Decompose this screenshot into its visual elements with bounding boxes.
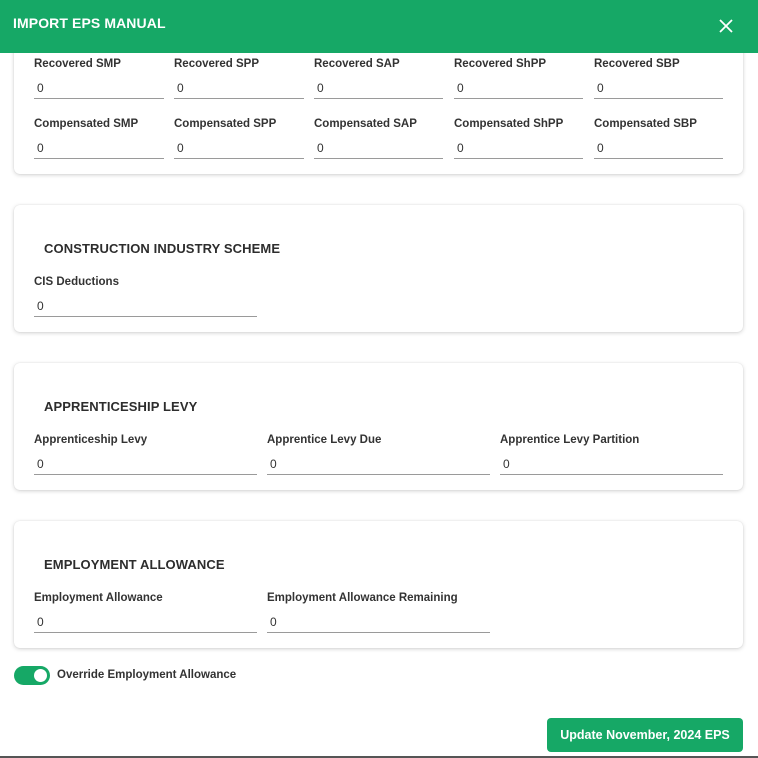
apprentice-levy-due-label: Apprentice Levy Due <box>267 434 382 446</box>
recovered-shpp-field <box>454 58 583 106</box>
compensated-spp-label: Compensated SPP <box>174 118 277 130</box>
apprentice-levy-partition-field <box>500 434 723 482</box>
cis-deductions-label: CIS Deductions <box>34 276 119 288</box>
employment-allowance-remaining-field <box>267 592 490 640</box>
compensated-shpp-field <box>454 118 583 166</box>
compensated-spp-input[interactable] <box>174 137 304 159</box>
recovered-sap-input[interactable] <box>314 77 443 99</box>
compensated-sbp-field <box>594 118 723 166</box>
recovered-spp-input[interactable] <box>174 77 304 99</box>
compensated-sap-label: Compensated SAP <box>314 118 417 130</box>
apprentice-levy-due-field <box>267 434 490 482</box>
cis-title: CONSTRUCTION INDUSTRY SCHEME <box>44 241 281 256</box>
apprentice-levy-due-input[interactable] <box>267 453 490 475</box>
apprenticeship-card <box>14 363 743 490</box>
employment-allowance-label: Employment Allowance <box>34 592 163 604</box>
cis-card <box>14 205 743 332</box>
apprenticeship-levy-label: Apprenticeship Levy <box>34 434 148 446</box>
compensated-spp-field <box>174 118 304 166</box>
recovered-sbp-field <box>594 58 723 106</box>
recovered-sbp-label: Recovered SBP <box>594 58 680 70</box>
compensated-smp-field <box>34 118 164 166</box>
recovered-sap-label: Recovered SAP <box>314 58 400 70</box>
employment-allowance-remaining-label: Employment Allowance Remaining <box>267 592 458 604</box>
override-employment-allowance-label: Override Employment Allowance <box>57 669 237 681</box>
cis-deductions-input[interactable] <box>34 295 257 317</box>
apprenticeship-levy-input[interactable] <box>34 453 257 475</box>
compensated-sbp-input[interactable] <box>594 137 723 159</box>
apprentice-levy-partition-input[interactable] <box>500 453 723 475</box>
employment-title: EMPLOYMENT ALLOWANCE <box>44 557 225 572</box>
toggle-knob <box>34 669 47 682</box>
recovered-sbp-input[interactable] <box>594 77 723 99</box>
apprenticeship-levy-field <box>34 434 257 482</box>
apprentice-levy-partition-label: Apprentice Levy Partition <box>500 434 640 446</box>
compensated-sap-field <box>314 118 443 166</box>
recovered-smp-field <box>34 58 164 106</box>
recovered-smp-input[interactable] <box>34 77 164 99</box>
recovered-smp-label: Recovered SMP <box>34 58 121 70</box>
compensated-smp-label: Compensated SMP <box>34 118 139 130</box>
employment-allowance-field <box>34 592 257 640</box>
compensated-sap-input[interactable] <box>314 137 443 159</box>
compensated-shpp-label: Compensated ShPP <box>454 118 564 130</box>
close-icon[interactable] <box>716 16 736 36</box>
recovered-spp-field <box>174 58 304 106</box>
employment-allowance-card <box>14 521 743 648</box>
recovered-sap-field <box>314 58 443 106</box>
update-eps-button[interactable]: Update November, 2024 EPS <box>547 718 743 752</box>
recovered-shpp-label: Recovered ShPP <box>454 58 547 70</box>
compensated-sbp-label: Compensated SBP <box>594 118 697 130</box>
override-employment-allowance-toggle[interactable] <box>14 666 50 685</box>
compensated-shpp-input[interactable] <box>454 137 583 159</box>
dialog-header <box>0 0 758 53</box>
compensated-smp-input[interactable] <box>34 137 164 159</box>
cis-deductions-field <box>34 276 257 324</box>
employment-allowance-remaining-input[interactable] <box>267 611 490 633</box>
recovered-spp-label: Recovered SPP <box>174 58 260 70</box>
apprenticeship-title: APPRENTICESHIP LEVY <box>44 399 198 414</box>
recovered-shpp-input[interactable] <box>454 77 583 99</box>
employment-allowance-input[interactable] <box>34 611 257 633</box>
dialog-title: IMPORT EPS MANUAL <box>13 15 166 31</box>
